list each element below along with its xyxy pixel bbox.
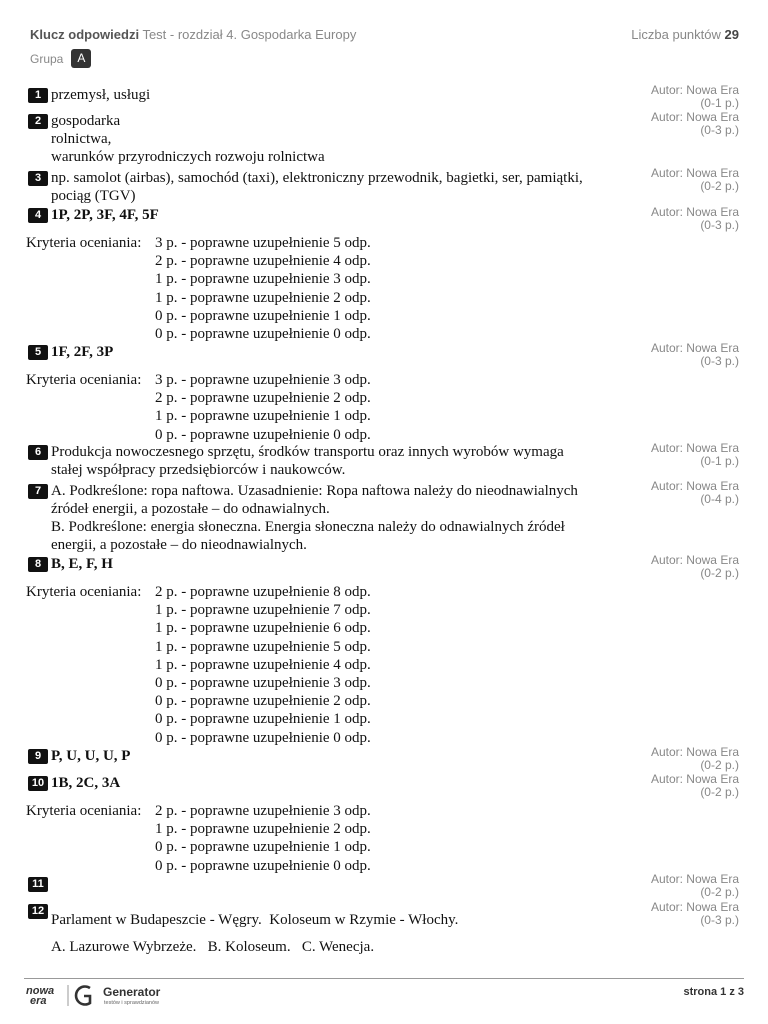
- group-label: Grupa: [30, 51, 64, 66]
- criteria-item: 1 p. - poprawne uzupełnienie 2 odp.: [155, 289, 371, 306]
- question-3: [28, 169, 628, 205]
- criteria-label: Kryteria oceniania:: [26, 372, 142, 388]
- answer-line: B, E, F, H: [51, 556, 113, 572]
- author-name: Autor: Nowa Era: [650, 479, 739, 493]
- criteria-item: 2 p. - poprawne uzupełnienie 4 odp.: [155, 253, 371, 270]
- criteria-label: Kryteria oceniania:: [26, 803, 142, 819]
- criteria-item: 2 p. - poprawne uzupełnienie 2 odp.: [155, 390, 371, 407]
- author-info-5: [651, 342, 739, 368]
- criteria-label: Kryteria oceniania:: [26, 235, 142, 251]
- question-number: 9: [28, 749, 48, 764]
- answer-line: 1F, 2F, 3P: [51, 344, 114, 360]
- criteria-item: 1 p. - poprawne uzupełnienie 1 odp.: [155, 408, 371, 425]
- author-name: Autor: Nowa Era: [650, 745, 739, 759]
- answer-line: przemysł, usługi: [51, 87, 151, 103]
- criteria-item: 0 p. - poprawne uzupełnienie 0 odp.: [155, 326, 371, 343]
- title-bold: Klucz odpowiedzi: [30, 27, 140, 42]
- logo-tagline-text: testów i sprawdzianów: [104, 1000, 160, 1006]
- page-number: strona 1 z 3: [683, 986, 744, 998]
- question-number: 3: [28, 171, 48, 186]
- points-range: (0-1 p.): [700, 454, 739, 468]
- points-range: (0-2 p.): [700, 885, 739, 899]
- answer-line: A. Lazurowe Wybrzeże. B. Koloseum. C. Wenecja.: [51, 939, 375, 955]
- answer-text: [51, 774, 628, 792]
- group-indicator: [30, 49, 91, 68]
- points-range: (0-2 p.): [700, 758, 739, 772]
- question-number: 6: [28, 445, 48, 460]
- answer-line: 1P, 2P, 3F, 4F, 5F: [51, 207, 159, 223]
- question-7: [28, 482, 628, 554]
- question-number: 2: [28, 114, 48, 129]
- answer-text: [51, 86, 628, 104]
- question-2: [28, 112, 628, 166]
- answer-line: Parlament w Budapeszcie - Węgry. Koloseum w Rzymie - Włochy.: [51, 912, 459, 928]
- author-name: Autor: Nowa Era: [650, 341, 739, 355]
- question-9: [28, 747, 628, 765]
- author-info-4: [651, 206, 739, 232]
- question-5: [28, 343, 628, 361]
- question-1: [28, 86, 628, 104]
- question-8: [28, 555, 628, 573]
- points-range: (0-4 p.): [700, 492, 739, 506]
- question-4: [28, 206, 628, 224]
- question-6: [28, 443, 628, 479]
- document-title: [30, 27, 356, 42]
- criteria-item: 1 p. - poprawne uzupełnienie 2 odp.: [155, 821, 371, 838]
- group-badge: A: [71, 49, 91, 68]
- points-range: (0-3 p.): [700, 218, 739, 232]
- author-info-6: [651, 442, 739, 468]
- points-range: (0-3 p.): [700, 354, 739, 368]
- criteria-item: 1 p. - poprawne uzupełnienie 4 odp.: [155, 656, 371, 673]
- criteria-q4: [26, 234, 371, 343]
- points-range: (0-3 p.): [700, 913, 739, 927]
- criteria-item: 0 p. - poprawne uzupełnienie 1 odp.: [155, 839, 371, 856]
- question-10: [28, 774, 628, 792]
- criteria-item: 0 p. - poprawne uzupełnienie 0 odp.: [155, 857, 371, 874]
- points-range: (0-2 p.): [700, 785, 739, 799]
- logo-product-text: Generator: [103, 985, 161, 999]
- answer-text: [51, 206, 628, 224]
- author-name: Autor: Nowa Era: [650, 83, 739, 97]
- author-name: Autor: Nowa Era: [650, 553, 739, 567]
- criteria-item: 0 p. - poprawne uzupełnienie 1 odp.: [155, 307, 371, 324]
- footer-divider: [24, 978, 744, 979]
- criteria-item: 0 p. - poprawne uzupełnienie 2 odp.: [155, 693, 371, 710]
- criteria-item: 2 p. - poprawne uzupełnienie 8 odp.: [155, 584, 371, 600]
- author-info-2: [651, 111, 739, 137]
- points-total: [631, 27, 739, 42]
- criteria-item: 0 p. - poprawne uzupełnienie 0 odp.: [155, 426, 371, 443]
- criteria-q5: [26, 371, 371, 444]
- answer-line: Produkcja nowoczesnego sprzętu, środków transportu oraz innych wyrobów wymaga: [51, 444, 564, 460]
- criteria-label: Kryteria oceniania:: [26, 584, 142, 600]
- generator-logo: [26, 982, 176, 1010]
- answer-line: stałej współpracy przedsiębiorców i naukowców.: [51, 462, 346, 478]
- criteria-item: 3 p. - poprawne uzupełnienie 5 odp.: [155, 235, 371, 251]
- answer-text: [51, 112, 628, 166]
- logo-brand-text: nowa: [26, 985, 55, 997]
- criteria-item: 0 p. - poprawne uzupełnienie 0 odp.: [155, 729, 371, 746]
- points-label: Liczba punktów: [631, 27, 721, 42]
- answer-line: warunków przyrodniczych rozwoju rolnictwa: [51, 149, 325, 165]
- points-value: 29: [724, 27, 739, 42]
- question-number: 5: [28, 345, 48, 360]
- answer-line: rolnictwa,: [51, 131, 112, 147]
- question-number: 10: [28, 776, 48, 791]
- points-range: (0-1 p.): [700, 96, 739, 110]
- answer-line: źródeł energii, a pozostałe – do odnawialnych.: [51, 501, 330, 517]
- g-logo-icon: [76, 987, 90, 1005]
- author-info-9: [651, 746, 739, 772]
- author-info-11: [651, 873, 739, 899]
- answer-text: [51, 555, 628, 573]
- title-rest: Test - rozdział 4. Gospodarka Europy: [142, 27, 357, 42]
- author-info-8: [651, 554, 739, 580]
- criteria-list: [155, 371, 371, 444]
- author-name: Autor: Nowa Era: [650, 110, 739, 124]
- answer-text: [51, 747, 628, 765]
- criteria-item: 1 p. - poprawne uzupełnienie 3 odp.: [155, 271, 371, 288]
- question-number: 7: [28, 484, 48, 499]
- answer-line: P, U, U, U, P: [51, 748, 131, 764]
- logo-graphic: [26, 982, 176, 1010]
- answer-line: B. Podkreślone: energia słoneczna. Energia słoneczna należy do odnawialnych źródeł: [51, 519, 565, 535]
- answer-line: 1B, 2C, 3A: [51, 775, 121, 791]
- criteria-q10: [26, 802, 371, 875]
- criteria-item: 0 p. - poprawne uzupełnienie 1 odp.: [155, 711, 371, 728]
- author-name: Autor: Nowa Era: [650, 166, 739, 180]
- question-number: 12: [28, 904, 48, 919]
- answer-text: [51, 443, 628, 479]
- author-name: Autor: Nowa Era: [650, 872, 739, 886]
- logo-brand-text-2: era: [30, 995, 47, 1007]
- criteria-q8: [26, 583, 371, 747]
- criteria-item: 1 p. - poprawne uzupełnienie 6 odp.: [155, 620, 371, 637]
- points-range: (0-2 p.): [700, 566, 739, 580]
- points-range: (0-3 p.): [700, 123, 739, 137]
- author-name: Autor: Nowa Era: [650, 772, 739, 786]
- question-number: 1: [28, 88, 48, 103]
- answer-line: pociąg (TGV): [51, 188, 136, 204]
- criteria-item: 1 p. - poprawne uzupełnienie 5 odp.: [155, 638, 371, 655]
- answer-text: [51, 482, 628, 554]
- question-number: 11: [28, 877, 48, 892]
- answer-text: [51, 343, 628, 361]
- criteria-item: 1 p. - poprawne uzupełnienie 7 odp.: [155, 602, 371, 619]
- criteria-item: 0 p. - poprawne uzupełnienie 3 odp.: [155, 675, 371, 692]
- answer-text: [51, 169, 628, 205]
- criteria-item: 2 p. - poprawne uzupełnienie 3 odp.: [155, 803, 371, 819]
- criteria-item: 3 p. - poprawne uzupełnienie 3 odp.: [155, 372, 371, 388]
- answer-line: energii, a pozostałe – do nieodnawialnych.: [51, 537, 307, 553]
- author-info-1: [651, 84, 739, 110]
- author-info-12: [651, 901, 739, 927]
- question-number: 8: [28, 557, 48, 572]
- points-range: (0-2 p.): [700, 179, 739, 193]
- author-info-10: [651, 773, 739, 799]
- answer-line: A. Podkreślone: ropa naftowa. Uzasadnienie: Ropa naftowa należy do nieodnawialnych: [51, 483, 578, 499]
- author-name: Autor: Nowa Era: [650, 441, 739, 455]
- criteria-list: [155, 583, 371, 747]
- author-name: Autor: Nowa Era: [650, 205, 739, 219]
- author-info-3: [651, 167, 739, 193]
- answer-line: np. samolot (airbas), samochód (taxi), elektroniczny przewodnik, bagietki, ser, pamiątki,: [51, 170, 583, 186]
- question-number: 4: [28, 208, 48, 223]
- criteria-list: [155, 802, 371, 875]
- criteria-list: [155, 234, 371, 343]
- answer-line: gospodarka: [51, 113, 121, 129]
- author-info-7: [651, 480, 739, 506]
- author-name: Autor: Nowa Era: [650, 900, 739, 914]
